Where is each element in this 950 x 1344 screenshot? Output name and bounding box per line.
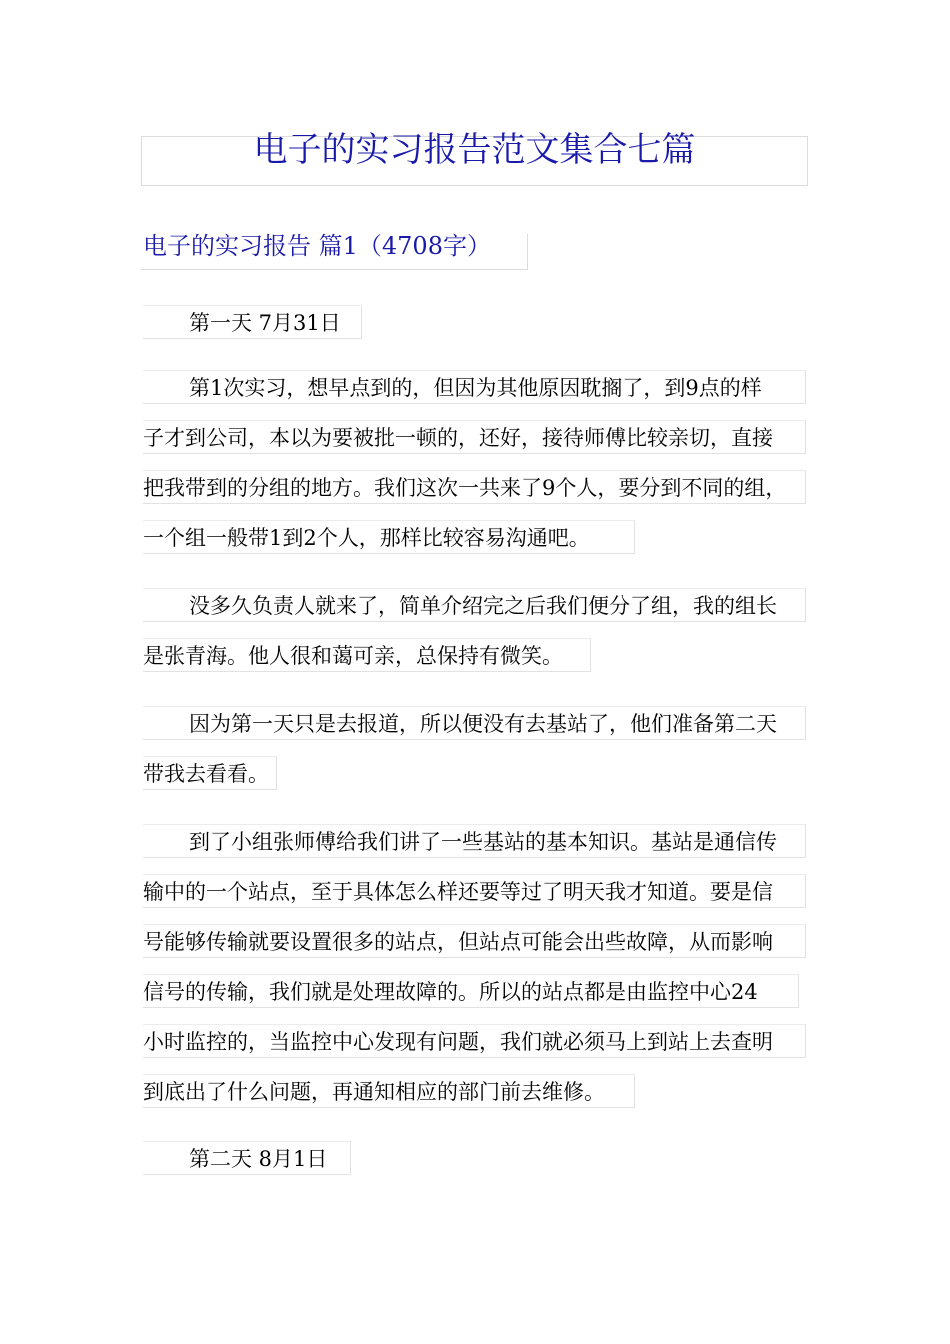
text-line: 子才到公司，本以为要被批一顿的，还好，接待师傅比较亲切，直接 xyxy=(143,420,806,454)
text-line: 没多久负责人就来了，简单介绍完之后我们便分了组，我的组长 xyxy=(143,588,806,622)
text-line: 到了小组张师傅给我们讲了一些基站的基本知识。基站是通信传 xyxy=(143,824,806,858)
text-line: 小时监控的，当监控中心发现有问题，我们就必须马上到站上去查明 xyxy=(143,1024,806,1058)
text-line: 第1次实习，想早点到的，但因为其他原因耽搁了，到9点的样 xyxy=(143,370,806,404)
text-line: 信号的传输，我们就是处理故障的。所以的站点都是由监控中心24 xyxy=(143,974,799,1008)
text-line: 第二天 8月1日 xyxy=(143,1141,351,1175)
text-line: 因为第一天只是去报道，所以便没有去基站了，他们准备第二天 xyxy=(143,706,806,740)
text-line: 输中的一个站点，至于具体怎么样还要等过了明天我才知道。要是信 xyxy=(143,874,806,908)
text-line: 到底出了什么问题，再通知相应的部门前去维修。 xyxy=(143,1074,635,1108)
text-line: 是张青海。他人很和蔼可亲，总保持有微笑。 xyxy=(143,638,591,672)
text-line: 号能够传输就要设置很多的站点，但站点可能会出些故障，从而影响 xyxy=(143,924,806,958)
text-line: 一个组一般带1到2个人，那样比较容易沟通吧。 xyxy=(143,520,635,554)
section-heading: 电子的实习报告 篇1（4708字） xyxy=(143,232,491,260)
text-line: 把我带到的分组的地方。我们这次一共来了9个人，要分到不同的组， xyxy=(143,470,806,504)
text-line: 第一天 7月31日 xyxy=(143,305,362,339)
document-title: 电子的实习报告范文集合七篇 xyxy=(253,130,696,170)
text-line: 带我去看看。 xyxy=(143,756,277,790)
